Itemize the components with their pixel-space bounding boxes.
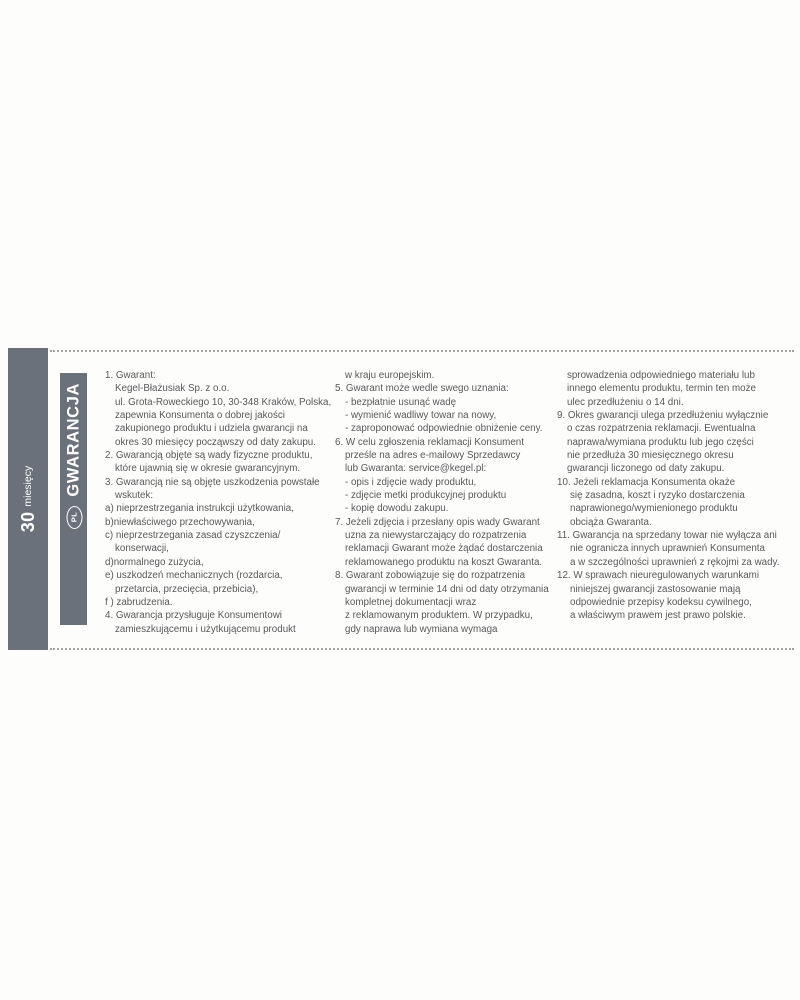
- text-line: 10. Jeżeli reklamacja Konsumenta okaże: [557, 476, 736, 488]
- text-line: naprawionego/wymienionego produktu: [570, 503, 738, 515]
- duration-number: 30: [17, 511, 38, 533]
- text-line: się zasadna, koszt i ryzyko dostarczenia: [570, 490, 745, 502]
- text-line: odpowiednie przepisy kodeksu cywilnego,: [570, 596, 752, 608]
- text-line: - opis i zdjęcie wady produktu,: [345, 476, 477, 488]
- text-line: ul. Grota-Roweckiego 10, 30-348 Kraków, Polska,: [115, 396, 332, 408]
- text-line: zamieszkującemu i użytkującemu produkt: [115, 623, 296, 635]
- text-line: sprowadzenia odpowiedniego materiału lub: [567, 370, 755, 381]
- text-line: konserwacji,: [115, 543, 169, 555]
- text-line: - wymienić wadliwy towar na nowy,: [345, 410, 497, 422]
- duration-unit: miesięcy: [22, 465, 34, 507]
- text-line: a właściwym prawem jest prawo polskie.: [570, 610, 746, 622]
- text-line: 6. W celu zgłoszenia reklamacji Konsument: [335, 436, 524, 448]
- text-line: prześle na adres e-mailowy Sprzedawcy: [345, 450, 521, 462]
- text-line: f ) zabrudzenia.: [105, 596, 173, 608]
- text-line: okres 30 miesięcy począwszy od daty zakupu.: [115, 436, 316, 448]
- pl-badge-text: PL: [69, 511, 78, 523]
- text-line: wskutek:: [115, 490, 154, 502]
- guarantee-title: GWARANCJA: [64, 383, 82, 497]
- text-line: kompletnej dokumentacji wraz: [345, 596, 477, 608]
- dotted-border-bottom: [50, 648, 794, 650]
- text-line: 9. Okres gwarancji ulega przedłużeniu wyłącznie: [557, 410, 769, 422]
- text-line: zapewnia Konsumenta o dobrej jakości: [115, 410, 285, 422]
- text-line: 2. Gwarancją objęte są wady fizyczne produktu,: [105, 450, 313, 462]
- text-line: reklamowanego produktu na koszt Gwaranta.: [345, 556, 543, 568]
- text-line: - bezpłatnie usunąć wadę: [345, 396, 457, 408]
- dotted-border-top: [50, 350, 794, 352]
- text-line: z reklamowanym produktem. W przypadku,: [345, 610, 533, 622]
- duration-rotated-text: [8, 348, 48, 650]
- text-line: reklamacji Gwarant może żądać dostarczenia: [345, 543, 543, 555]
- text-line: 12. W sprawach nieuregulowanych warunkami: [557, 570, 760, 582]
- text-line: gdy naprawa lub wymiana wymaga: [345, 623, 498, 635]
- text-line: innego elementu produktu, termin ten może: [567, 383, 756, 395]
- text-line: gwarancji liczonego od daty zakupu.: [567, 463, 725, 475]
- text-line: obciąża Gwaranta.: [570, 516, 652, 528]
- text-line: nie przedłuża 30 miesięcznego okresu: [567, 450, 734, 462]
- text-line: ulec przedłużeniu o 14 dni.: [567, 396, 684, 408]
- guarantee-rotated-text: [60, 373, 87, 625]
- text-line: 11. Gwarancja na sprzedany towar nie wyłącza ani: [557, 530, 777, 542]
- text-line: 4. Gwarancja przysługuje Konsumentowi: [105, 610, 282, 622]
- terms-column-3: [557, 369, 795, 623]
- text-line: niniejszej gwarancji zastosowanie mają: [570, 583, 741, 595]
- text-line: c) nieprzestrzegania zasad czyszczenia/: [105, 530, 281, 542]
- text-line: zakupionego produktu i udziela gwarancji na: [115, 423, 308, 435]
- guarantee-ribbon: [60, 373, 87, 625]
- text-line: - kopię dowodu zakupu.: [345, 503, 449, 515]
- text-line: w kraju europejskim.: [345, 370, 435, 381]
- terms-column-2: [335, 369, 553, 636]
- text-line: 8. Gwarant zobowiązuje się do rozpatrzenia: [335, 570, 526, 582]
- text-line: Kegel-Błażusiak Sp. z o.o.: [115, 383, 230, 395]
- pl-country-oval-icon: [66, 506, 82, 529]
- text-line: naprawa/wymiana produktu lub jego części: [567, 436, 754, 448]
- text-line: d)normalnego zużycia,: [105, 556, 204, 568]
- text-line: a) nieprzestrzegania instrukcji użytkowania,: [105, 503, 294, 515]
- text-line: 3. Gwarancją nie są objęte uszkodzenia powstałe: [105, 476, 320, 488]
- text-line: - zdjęcie metki produkcyjnej produktu: [345, 490, 507, 502]
- text-line: które ujawnią się w okresie gwarancyjnym.: [115, 463, 301, 475]
- text-line: nie ogranicza innych uprawnień Konsumenta: [570, 543, 765, 555]
- text-line: 7. Jeżeli zdjęcia i przesłany opis wady Gwarant: [335, 516, 540, 528]
- text-line: 1. Gwarant:: [105, 370, 156, 381]
- text-line: - zaproponować odpowiednie obniżenie ceny.: [345, 423, 543, 435]
- text-line: b)niewłaściwego przechowywania,: [105, 516, 255, 528]
- text-line: uzna za niewystarczający do rozpatrzenia: [345, 530, 527, 542]
- text-line: gwarancji w terminie 14 dni od daty otrzymania: [345, 583, 549, 595]
- terms-column-1: [105, 369, 331, 636]
- text-line: lub Gwaranta: service@kegel.pl:: [345, 463, 487, 475]
- text-line: o czas rozpatrzenia reklamacji. Ewentualna: [567, 423, 756, 435]
- text-line: przetarcia, przecięcia, przebicia),: [115, 583, 259, 595]
- text-line: 5. Gwarant może wedle swego uznania:: [335, 383, 509, 395]
- text-line: a w szczególności uprawnień z rękojmi za wady.: [570, 556, 780, 568]
- duration-ribbon: [8, 348, 48, 650]
- text-line: e) uszkodzeń mechanicznych (rozdarcia,: [105, 570, 283, 582]
